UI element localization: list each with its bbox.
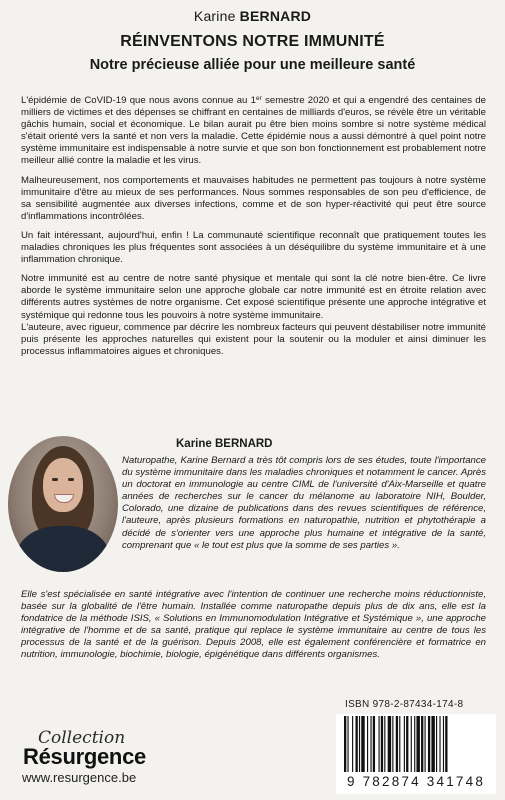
blurb-paragraph: Notre immunité est au centre de notre santé physique et mentale qui sont la clé notre bien-être. Ce livre aborde le système immunitaire selon une approche globale car notre immunité est en étroite relation avec différents autres systèmes de notre organisme. Cet exposé scientifique présente une approche intégrative et systémique qui redonne tous les pouvoirs à notre système immunitaire. xyxy=(21,273,486,321)
barcode xyxy=(336,714,496,794)
author-first-name: Karine xyxy=(193,8,236,24)
bio-text-beside-photo: Naturopathe, Karine Bernard a très tôt compris lors de ses études, toute l'importance du système immunitaire dans les maladies chroniques et notamment le cancer. Après un doctorat en immunologie au centre CIML de l'université d'Aix-Marseille et quatre années de recherches sur le cancer du mélanome au laboratoire NIH, Boulder, Colorado, une dizaine de publications dans des revues scientifiques de référence, l'auteure, après plusieurs formations en naturopathie, nutrition et phytothérapie a décidé de s'orienter vers une approche plus humaine et intégrative de la santé, comprenant que « le tout est plus que la somme de ses parties ». xyxy=(122,455,486,551)
publisher-logo: Résurgence xyxy=(23,744,146,769)
bio-author-name: Karine BERNARD xyxy=(176,438,273,450)
bio-text-full-width: Elle s'est spécialisée en santé intégrative avec l'intention de continuer une recherche moins réductionniste, basée sur la globalité de l'être humain. Installée comme naturopathe depuis plus de dix ans, elle est la fondatrice de la méthode ISIS, « Solutions en Immunomodulation Intégrative et Systémique », une approche intégrative de l'homme et de sa santé, pratique qui replace le système immunitaire au centre de tous les processus de la santé et de la guérison. Depuis 2008, elle est également conférencière et formatrice en nutrition, immunologie, biochimie, biologie, épigénétique dans différents organismes. xyxy=(21,589,486,661)
publisher-url: www.resurgence.be xyxy=(22,770,137,785)
author-last-name: BERNARD xyxy=(239,8,312,24)
isbn-label: ISBN 978-2-87434-174-8 xyxy=(345,699,464,710)
book-subtitle: Notre précieuse alliée pour une meilleure santé xyxy=(89,57,416,73)
superscript: er xyxy=(256,95,262,102)
publisher-collection-label: Collection xyxy=(38,728,126,748)
author-photo xyxy=(8,436,118,572)
barcode-bars xyxy=(342,716,490,774)
blurb-paragraph: L'auteure, avec rigueur, commence par décrire les nombreux facteurs qui peuvent déstabiliser notre immunité puis présente les approches naturelles qui existent pour la soutenir ou la moduler et ainsi diminuer les processus inflammatoires aigues et chroniques. xyxy=(21,321,486,357)
author-top xyxy=(0,8,505,24)
blurb-paragraph: Un fait intéressant, aujourd'hui, enfin ! La communauté scientifique reconnaît que pratiquement toutes les maladies chroniques les plus fréquentes sont associées à un déséquilibre du système immunitaire et à une inflammation chronique. xyxy=(21,229,486,266)
blurb-paragraph: Malheureusement, nos comportements et mauvaises habitudes ne permettent pas toujours à notre système immunitaire d'être au mieux de ses performances. Nous sommes responsables de son peu d'efficience, de sa sensibilité augmentée aux diverses infections, comme et de son hyper-réactivité qui peut être source d'inflammations incontrôlées. xyxy=(21,174,486,222)
back-cover-blurb xyxy=(21,95,486,365)
blurb-paragraph: L'épidémie de CoVID-19 que nous avons connue au 1er semestre 2020 et qui a engendré des centaines de milliers de victimes et des dépenses se chiffrant en centaines de milliards d'euros, se révèle être un véritable gâchis humain, social et économique. Le bilan aurait pu être bien moins sombre si notre système médical s'était orienté vers la santé et non vers la maladie. Cette épidémie nous a aussi démontré à quel point notre système immunitaire est indispensable à notre survie et que son bon fonctionnement est probablement notre meilleur allié contre la maladie et les virus. xyxy=(21,95,486,167)
book-title: RÉINVENTONS NOTRE IMMUNITÉ xyxy=(120,33,385,50)
barcode-digits: 9 782874 341748 xyxy=(346,774,486,789)
